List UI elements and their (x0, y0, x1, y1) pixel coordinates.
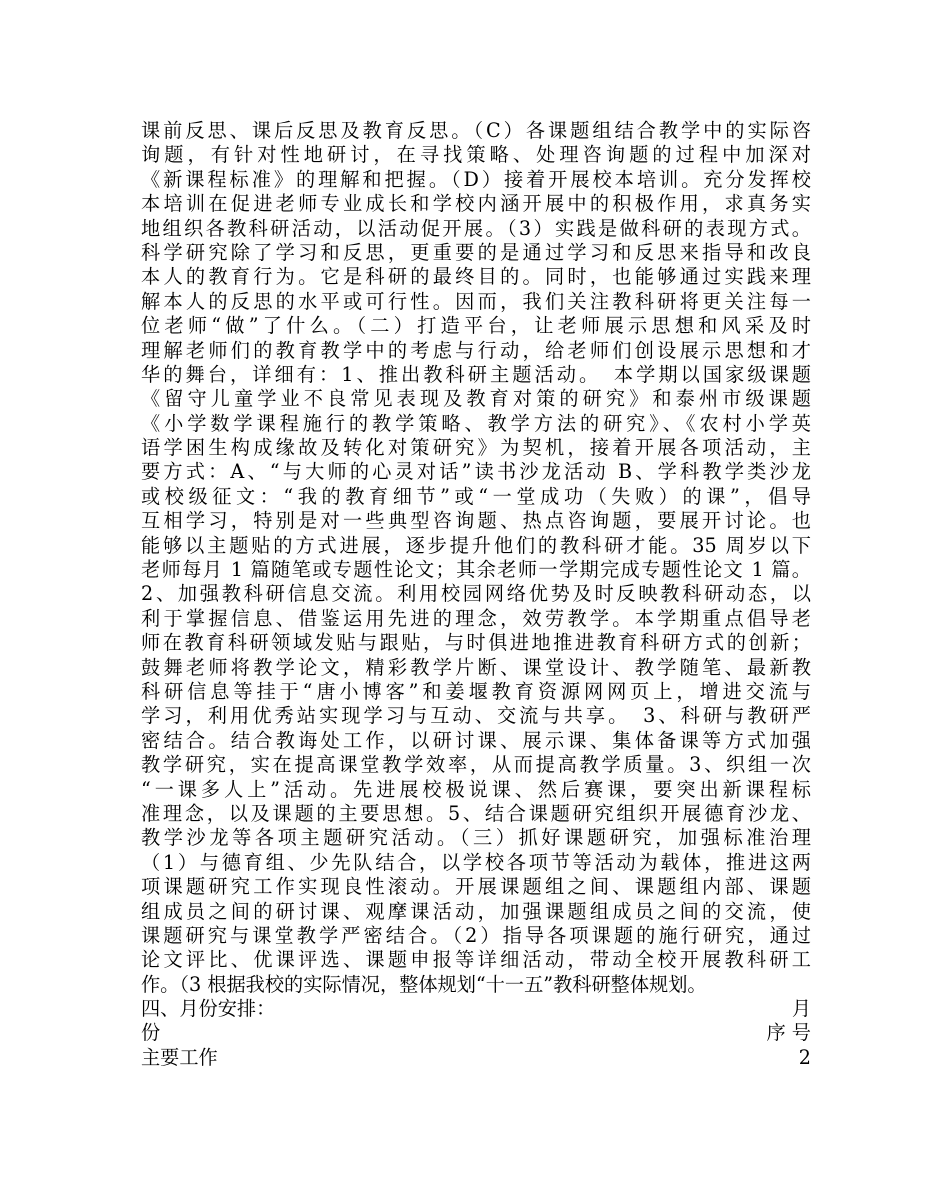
text-line: 地组织各教科研活动，以活动促开展。（3）实践是做科研的表现方式。 (141, 216, 811, 240)
text-line: 询题，有针对性地研讨，在寻找策略、处理咨询题的过程中加深对 (141, 143, 811, 167)
text-line: 鼓舞老师将教学论文，精彩教学片断、课堂设计、教学随笔、最新教 (141, 655, 811, 679)
text-line: 本培训在促进老师专业成长和学校内涵开展中的积极作用，求真务实 (141, 192, 811, 216)
schedule-col-number: 序 号 (766, 1021, 811, 1045)
schedule-col-month-bottom: 份 (141, 1021, 161, 1045)
text-line: 老师每月 1 篇随笔或专题性论文；其余老师一学期完成专题性论文 1 篇。 (141, 558, 811, 582)
text-line: 互相学习，特别是对一些典型咨询题、热点咨询题，要展开讨论。也 (141, 509, 811, 533)
text-line: 解本人的反思的水平或可行性。因而，我们关注教科研将更关注每一 (141, 289, 811, 313)
schedule-heading: 四、月份安排： (141, 997, 276, 1021)
text-line: 论文评比、优课评选、课题申报等详细活动，带动全校开展教科研工 (141, 948, 811, 972)
text-line: 利于掌握信息、借鉴运用先进的理念，效劳教学。本学期重点倡导老 (141, 606, 811, 630)
text-line: 科学研究除了学习和反思，更重要的是通过学习和反思来指导和改良 (141, 240, 811, 264)
text-line: 课题研究与课堂教学严密结合。（2）指导各项课题的施行研究，通过 (141, 923, 811, 947)
text-line: 理解老师们的教育教学中的考虑与行动，给老师们创设展示思想和才 (141, 338, 811, 362)
text-line: 作。（3 根据我校的实际情况，整体规划“十一五”教科研整体规划。 (141, 972, 707, 996)
text-line: 准理念，以及课题的主要思想。5、结合课题研究组织开展德育沙龙、 (141, 801, 811, 825)
text-line: 能够以主题贴的方式进展，逐步提升他们的教科研才能。35 周岁以下 (141, 533, 811, 557)
paragraph-lines (141, 119, 811, 997)
text-line: 学习，利用优秀站实现学习与互动、交流与共享。 3、科研与教研严 (141, 704, 811, 728)
schedule-row-3 (141, 1046, 811, 1070)
text-line: 组成员之间的研讨课、观摩课活动，加强课题组成员之间的交流，使 (141, 899, 811, 923)
schedule-col-value: 2 (798, 1045, 811, 1069)
text-line: 《新课程标准》的理解和把握。（D）接着开展校本培训。充分发挥校 (141, 167, 811, 191)
text-line: 本人的教育行为。它是科研的最终目的。同时，也能够通过实践来理 (141, 265, 811, 289)
text-line: （1）与德育组、少先队结合，以学校各项节等活动为载体，推进这两 (141, 850, 811, 874)
text-line: 或校级征文：“我的教育细节”或“一堂成功（失败）的课”，倡导 (141, 484, 811, 508)
text-line: 2、加强教科研信息交流。利用校园网络优势及时反映教科研动态，以 (141, 582, 811, 606)
text-line: 密结合。结合教诲处工作，以研讨课、展示课、集体备课等方式加强 (141, 728, 811, 752)
text-line: 华的舞台，详细有：1、推出教科研主题活动。 本学期以国家级课题 (141, 362, 811, 386)
text-line: 科研信息等挂于“唐小博客”和姜堰教育资源网网页上，增进交流与 (141, 679, 811, 703)
text-line: 要方式：A、“与大师的心灵对话”读书沙龙活动 B、学科教学类沙龙 (141, 460, 811, 484)
text-line: 师在教育科研领域发贴与跟贴，与时俱进地推进教育科研方式的创新； (141, 631, 811, 655)
schedule-heading-row (141, 997, 811, 1021)
document-body (141, 119, 811, 1070)
text-line: 教学研究，实在提高课堂教学效率，从而提高教学质量。3、织组一次 (141, 753, 811, 777)
text-line: “一课多人上”活动。先进展校极说课、然后赛课，要突出新课程标 (141, 777, 811, 801)
text-line: 《留守儿童学业不良常见表现及教育对策的研究》和泰州市级课题 (141, 387, 811, 411)
text-line: 项课题研究工作实现良性滚动。开展课题组之间、课题组内部、课题 (141, 875, 811, 899)
schedule-col-month-top: 月 (791, 997, 811, 1021)
schedule-row-2 (141, 1021, 811, 1045)
text-line: 位老师“做”了什么。（二）打造平台，让老师展示思想和风采及时 (141, 314, 811, 338)
text-line: 课前反思、课后反思及教育反思。（C）各课题组结合教学中的实际咨 (141, 119, 811, 142)
text-line: 教学沙龙等各项主题研究活动。（三）抓好课题研究，加强标准治理 (141, 826, 811, 850)
text-line: 语学困生构成缘故及转化对策研究》为契机，接着开展各项活动，主 (141, 436, 811, 460)
text-line: 《小学数学课程施行的教学策略、教学方法的研究》、《农村小学英 (141, 411, 811, 435)
schedule-col-main-work: 主要工作 (141, 1045, 218, 1069)
